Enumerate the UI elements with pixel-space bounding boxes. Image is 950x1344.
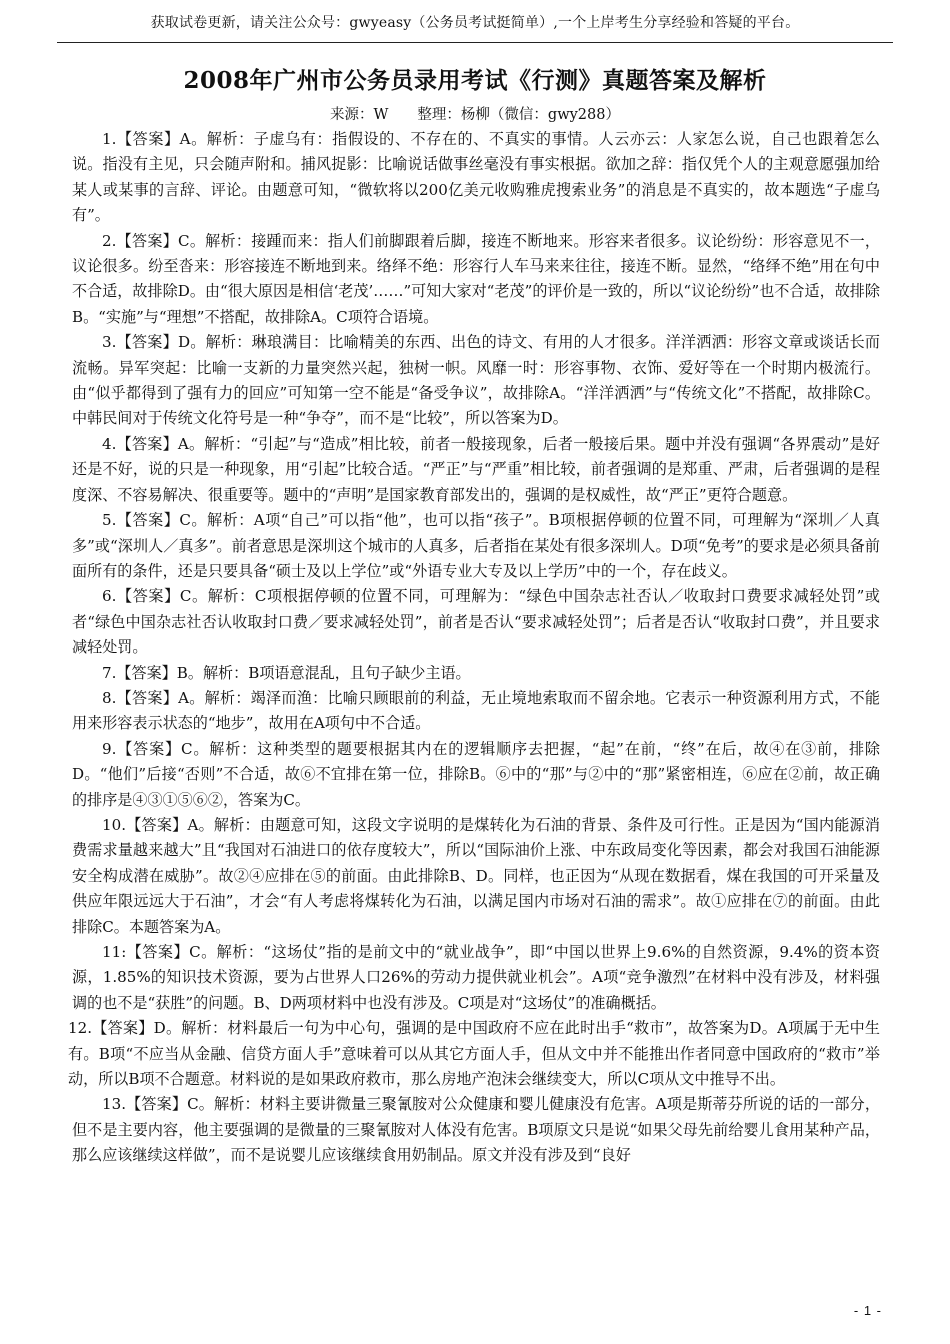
answer-6: 6.【答案】C。解析：C项根据停顿的位置不同，可理解为：“绿色中国杂志社否认／收取封口费要求减轻处罚”或者“绿色中国杂志社否认收取封口费／要求减轻处罚”，前者是否认“要求减轻处罚”；后者是否认“收取封口费”，并且要求减轻处罚。 [72, 587, 880, 657]
answer-1: 1.【答案】A。解析：子虚乌有：指假设的、不存在的、不真实的事情。人云亦云：人家怎么说，自己也跟着怎么说。指没有主见，只会随声附和。捕风捉影：比喻说话做事丝毫没有事实根据。欲加之辞：指仅凭个人的主观意愿强加给某人或某事的言辞、评论。由题意可知，“微软将以200亿美元收购雅虎搜索业务”的消息是不真实的，故本题选“子虚乌有”。 [72, 130, 880, 225]
page-title: 2008年广州市公务员录用考试《行测》真题答案及解析 [183, 67, 767, 94]
answer-13: 13.【答案】C。解析：材料主要讲微量三聚氰胺对公众健康和婴儿健康没有危害。A项是斯蒂芬所说的话的一部分，但不是主要内容，他主要强调的是微量的三聚氰胺对人体没有危害。B项原文只是说“如果父母先前给婴儿食用某种产品，那么应该继续这样做”，而不是说婴儿应该继续食用奶制品。原文并没有涉及到“良好 [72, 1095, 880, 1165]
answer-2: 2.【答案】C。解析：接踵而来：指人们前脚跟着后脚，接连不断地来。形容来者很多。议论纷纷：形容意见不一，议论很多。纷至沓来：形容接连不断地到来。络绎不绝：形容行人车马来来往往，接连不断。显然，“络绎不绝”用在句中不合适，故排除D。由“很大原因是相信‘老茂’……”可知大家对“老茂”的评价是一致的，所以“议论纷纷”也不合适，故排除B。“实施”与“理想”不搭配，故排除A。C项符合语境。 [72, 231, 880, 326]
answer-5: 5.【答案】C。解析：A项“自己”可以指“他”，也可以指“孩子”。B项根据停顿的位置不同，可理解为“深圳／人真多”或“深圳人／真多”。前者意思是深圳这个城市的人真多，后者指在某处有很多深圳人。D项“免考”的要求是必须具备前面所有的条件，还是只要具备“硕士及以上学位”或“外语专业大专及以上学历”中的一个，存在歧义。 [72, 511, 880, 580]
answer-11: 11:【答案】C。解析：“这场仗”指的是前文中的“就业战争”，即“中国以世界上9.6%的自然资源，9.4%的资本资源，1.85%的知识技术资源，要为占世界人口26%的劳动力提供就业机会”。A项“竞争激烈”在材料中没有涉及，材料强调的也不是“获胜”的问题。B、D两项材料中也没有涉及。C项是对“这场仗”的准确概括。 [72, 943, 880, 1012]
answer-10: 10.【答案】A。解析：由题意可知，这段文字说明的是煤转化为石油的背景、条件及可行性。正是因为“国内能源消费需求量越来越大”且“我国对石油进口的依存度较大”，所以“国际油价上涨、中东政局变化等因素，都会对我国石油能源安全构成潜在威胁”。故②④应排在⑤的前面。由此排除B、D。同样，也正因为“从现在数据看，煤在我国的可开采量及供应年限远远大于石油”，才会“有人考虑将煤转化为石油，以满足国内市场对石油的需求”。故①应排在⑦的前面。由此排除C。本题答案为A。 [72, 815, 880, 936]
answer-12: 12.【答案】D。解析：材料最后一句为中心句，强调的是中国政府不应在此时出手“救市”，故答案为D。A项属于无中生有。B项“不应当从金融、信贷方面人手”意味着可以从其它方面人手，但从文中并不能推出作者同意中国政府的“救市”举动，所以B项不合题意。材料说的是如果政府救市，那么房地产泡沫会继续变大，所以C项从文中推导不出。 [68, 1019, 880, 1089]
header-note: 获取试卷更新，请关注公众号：gwyeasy（公务员考试挺简单）,一个上岸考生分享经验和答疑的平台。 [150, 15, 800, 31]
page-number: - 1 - [853, 1303, 882, 1318]
answer-7: 7.【答案】B。解析：B项语意混乱，且句子缺少主语。 [102, 663, 471, 682]
answer-4: 4.【答案】A。解析：“引起”与“造成”相比较，前者一般接现象，后者一般接后果。题中并没有强调“各界震动”是好还是不好，说的只是一种现象，用“引起”比较合适。“严正”与“严重”相比较，前者强调的是郑重、严肃，后者强调的是程度深、不容易解决、很重要等。题中的“声明”是国家教育部发出的，强调的是权威性，故“严正”更符合题意。 [72, 434, 880, 504]
answer-9: 9.【答案】C。解析：这种类型的题要根据其内在的逻辑顺序去把握，“起”在前，“终”在后，故④在③前，排除D。“他们”后接“否则”不合适，故⑥不宜排在第一位，排除B。⑥中的“那”与②中的“那”紧密相连，⑥应在②前，故正确的排序是④③①⑤⑥②，答案为C。 [72, 739, 880, 809]
answer-list [68, 127, 880, 1169]
answer-8: 8.【答案】A。解析：竭泽而渔：比喻只顾眼前的利益，无止境地索取而不留余地。它表示一种资源利用方式，不能用来形容表示状态的“地步”，故用在A项句中不合适。 [72, 688, 880, 733]
answer-3: 3.【答案】D。解析：琳琅满目：比喻精美的东西、出色的诗文、有用的人才很多。洋洋洒洒：形容文章或谈话长而流畅。异军突起：比喻一支新的力量突然兴起，独树一帜。风靡一时：形容事物、衣饰、爱好等在一个时期内极流行。由“似乎都得到了强有力的回应”可知第一空不能是“备受争议”，故排除A。“洋洋洒洒”与“传统文化”不搭配，故排除C。中韩民间对于传统文化符号是一种“争夺”，而不是“比较”，所以答案为D。 [72, 333, 880, 428]
byline: 来源：W 整理：杨柳（微信：gwy288） [330, 107, 620, 123]
header-divider [57, 42, 893, 43]
